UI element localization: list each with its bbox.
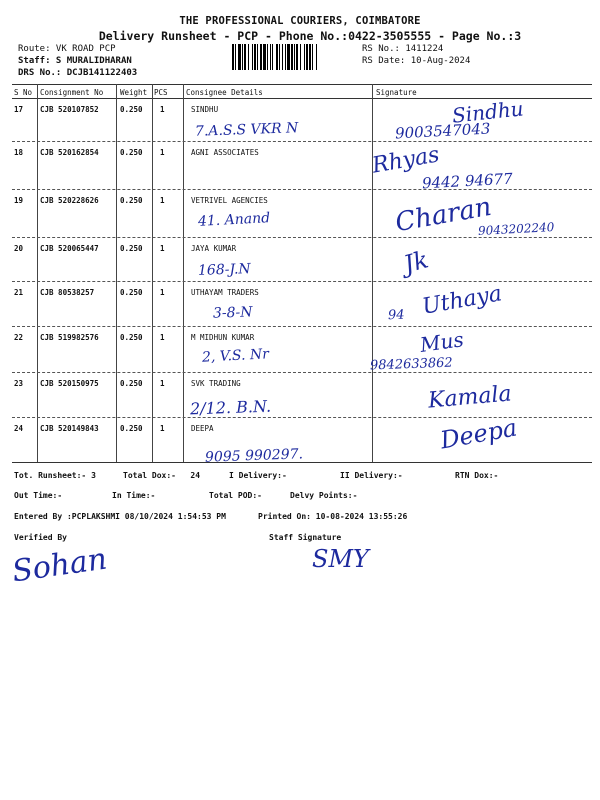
row-sno: 24 [14, 424, 24, 433]
row-divider [12, 326, 592, 327]
row-weight: 0.250 [120, 244, 143, 253]
row-consignee: UTHAYAM TRADERS [191, 288, 259, 297]
row-weight: 0.250 [120, 288, 143, 297]
verified-signature: Sohan [10, 541, 110, 590]
in-time: In Time:- [112, 491, 156, 500]
entered-by: Entered By :PCPLAKSHMI 08/10/2024 1:54:53 PM [14, 512, 226, 521]
row-sno: 22 [14, 333, 24, 342]
row-consignment-no: CJB 520065447 [40, 244, 99, 253]
row-handwritten-address: 168-J.N [197, 261, 251, 279]
table-top-rule [12, 84, 592, 85]
row-sno: 20 [14, 244, 24, 253]
row-pcs: 1 [160, 148, 165, 157]
row-divider [12, 281, 592, 282]
row-handwritten-phone: 9043202240 [477, 220, 555, 238]
row-consignee: AGNI ASSOCIATES [191, 148, 259, 157]
row-handwritten-address: 7.A.S.S VKR N [194, 120, 299, 140]
row-handwritten-address: 2/12. B.N. [189, 396, 272, 419]
row-consignee: JAYA KUMAR [191, 244, 237, 253]
row-recipient-signature: Charan [393, 191, 494, 239]
row-pcs: 1 [160, 244, 165, 253]
row-handwritten-address: 2, V.S. Nr [201, 346, 270, 366]
delvy-points: Delvy Points:- [290, 491, 358, 500]
row-weight: 0.250 [120, 424, 143, 433]
printed-on: Printed On: 10-08-2024 13:55:26 [258, 512, 408, 521]
row-handwritten-address: 3-8-N [212, 304, 253, 322]
row-recipient-signature: Deepa [438, 413, 520, 455]
row-handwritten-address: 41. Anand [197, 210, 271, 230]
row-pcs: 1 [160, 333, 165, 342]
row-sno: 19 [14, 196, 24, 205]
drs-number: DRS No.: DCJB141122403 [18, 68, 138, 78]
row-pcs: 1 [160, 196, 165, 205]
row-handwritten-phone: 94 [387, 307, 405, 324]
row-sno: 21 [14, 288, 24, 297]
row-recipient-signature: Mus [418, 327, 466, 357]
col-header-weight: Weight [120, 88, 148, 97]
row-consignment-no: CJB 520228626 [40, 196, 99, 205]
total-pod: Total POD:- [209, 491, 262, 500]
verified-by-label: Verified By [14, 533, 67, 542]
row-recipient-signature: Jk [400, 245, 432, 279]
row-consignee: DEEPA [191, 424, 214, 433]
barcode [232, 44, 350, 70]
row-divider [12, 141, 592, 142]
row-consignment-no: CJB 520149843 [40, 424, 99, 433]
company-title: THE PROFESSIONAL COURIERS, COIMBATORE [179, 15, 421, 27]
staff-signature: SMY [312, 545, 369, 573]
row-consignment-no: CJB 519982576 [40, 333, 99, 342]
row-pcs: 1 [160, 424, 165, 433]
col-header-signature: Signature [376, 88, 417, 97]
staff-label: Staff: S MURALIDHARAN [18, 56, 132, 66]
row-sno: 17 [14, 105, 24, 114]
row-sno: 23 [14, 379, 24, 388]
row-consignment-no: CJB 520150975 [40, 379, 99, 388]
row-handwritten-phone: 9842633862 [369, 355, 453, 374]
total-dox: Total Dox:- 24 [123, 471, 201, 480]
row-weight: 0.250 [120, 379, 143, 388]
col-header-consignment: Consignment No [40, 88, 104, 97]
rtn-dox: RTN Dox:- [455, 471, 499, 480]
row-consignment-no: CJB 80538257 [40, 288, 95, 297]
staff-signature-label: Staff Signature [269, 533, 342, 542]
row-consignment-no: CJB 520107852 [40, 105, 99, 114]
tot-runsheet: Tot. Runsheet:- 3 [14, 471, 96, 480]
row-consignee: SVK TRADING [191, 379, 241, 388]
row-recipient-signature: Kamala [427, 381, 513, 414]
row-recipient-signature: Rhyas [370, 142, 442, 179]
row-pcs: 1 [160, 105, 165, 114]
row-consignee: M MIDHUN KUMAR [191, 333, 255, 342]
row-recipient-signature: Uthaya [420, 281, 504, 320]
out-time: Out Time:- [14, 491, 63, 500]
row-divider [12, 189, 592, 190]
ii-delivery: II Delivery:- [340, 471, 403, 480]
rs-number: RS No.: 1411224 [362, 44, 444, 54]
row-divider [12, 237, 592, 238]
table-bottom-rule [12, 462, 592, 463]
row-pcs: 1 [160, 379, 165, 388]
route-label: Route: VK ROAD PCP [18, 44, 116, 54]
row-divider [12, 372, 592, 373]
row-pcs: 1 [160, 288, 165, 297]
row-consignment-no: CJB 520162854 [40, 148, 99, 157]
col-header-pcs: PCS [154, 88, 168, 97]
row-handwritten-phone: 9442 94677 [421, 169, 514, 193]
row-recipient-signature: Sindhu [450, 96, 525, 128]
row-weight: 0.250 [120, 148, 143, 157]
row-handwritten-address: 9095 990297. [204, 446, 304, 466]
row-weight: 0.250 [120, 105, 143, 114]
i-delivery: I Delivery:- [229, 471, 287, 480]
row-sno: 18 [14, 148, 24, 157]
row-handwritten-phone: 9003547043 [394, 119, 491, 143]
col-header-consignee: Consignee Details [186, 88, 263, 97]
rs-date: RS Date: 10-Aug-2024 [362, 56, 471, 66]
row-consignee: VETRIVEL AGENCIES [191, 196, 268, 205]
runsheet-subtitle: Delivery Runsheet - PCP - Phone No.:0422-3505555 - Page No.:3 [98, 29, 522, 43]
col-header-sno: S No [14, 88, 33, 97]
row-weight: 0.250 [120, 196, 143, 205]
row-consignee: SINDHU [191, 105, 219, 114]
row-weight: 0.250 [120, 333, 143, 342]
